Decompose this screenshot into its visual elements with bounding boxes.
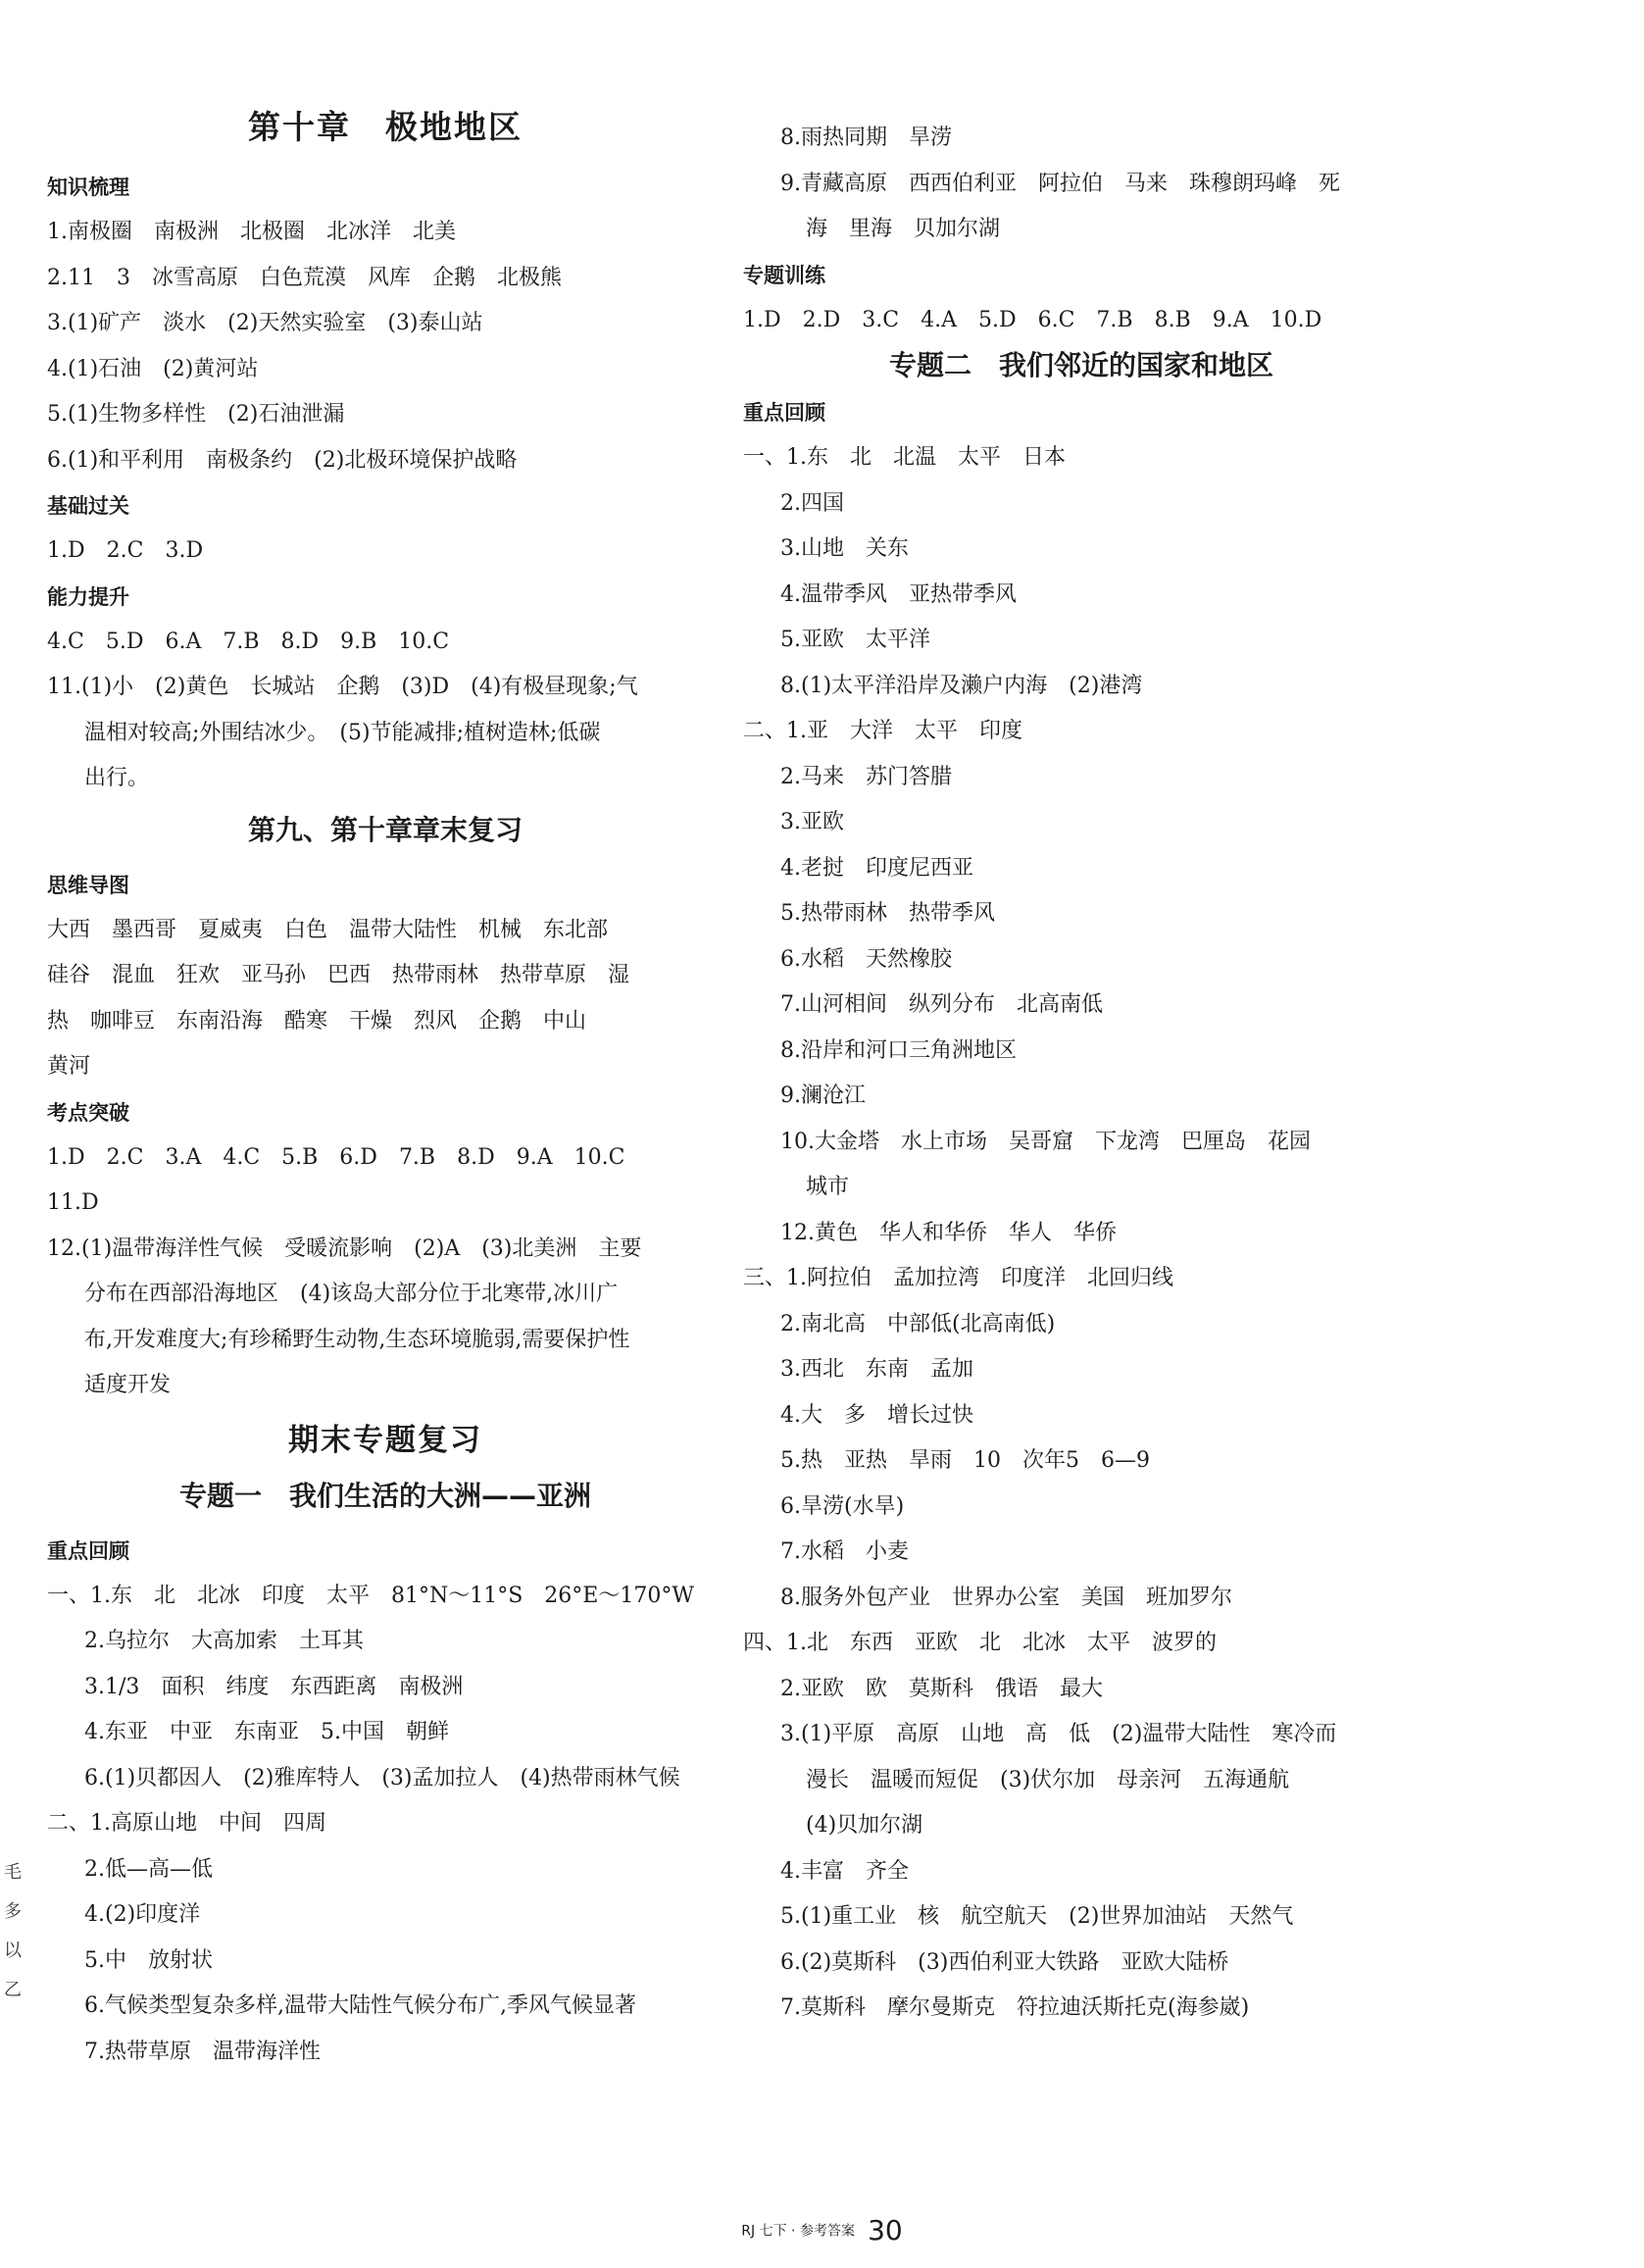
topic2-line: 6.(2)莫斯科 (3)西伯利亚大铁路 亚欧大陆桥 — [780, 1949, 1229, 1975]
topic2-line: (4)贝加尔湖 — [806, 1813, 923, 1838]
topic2-line: 9.澜沧江 — [780, 1084, 866, 1108]
topic1-title: 专题一 我们生活的大洲——亚洲 — [178, 1479, 591, 1512]
topic2-line: 4.大 多 增长过快 — [780, 1402, 973, 1428]
key-line: 4.(2)印度洋 — [84, 1902, 201, 1927]
topic2-line: 3.亚欧 — [780, 810, 844, 834]
page-number: 30 — [868, 2214, 903, 2246]
ability-heading: 能力提升 — [47, 584, 129, 609]
exam-line: 布,开发难度大;有珍稀野生动物,生态环境脆弱,需要保护性 — [84, 1327, 630, 1352]
key-line: 6.气候类型复杂多样,温带大陆性气候分布广,季风气候显著 — [84, 1993, 636, 2018]
key-line: 7.热带草原 温带海洋性 — [84, 2039, 321, 2064]
topic2-line: 8.(1)太平洋沿岸及濑户内海 (2)港湾 — [780, 673, 1143, 698]
margin-mark: 多 — [4, 1901, 22, 1922]
exam-line: 11.D — [47, 1190, 99, 1215]
topic2-line: 2.南北高 中部低(北高南低) — [780, 1311, 1056, 1336]
topic2-line: 4.老挝 印度尼西亚 — [780, 855, 973, 881]
footer-label: RJ 七下 · 参考答案 — [741, 2223, 855, 2240]
topic2-line: 一、1.东 北 北温 太平 日本 — [743, 445, 1066, 470]
final-title: 期末专题复习 — [288, 1422, 482, 1458]
key-line: 二、1.高原山地 中间 四周 — [47, 1811, 326, 1836]
exam-line: 分布在西部沿海地区 (4)该岛大部分位于北寒带,冰川广 — [84, 1282, 619, 1306]
topic2-line: 6.水稻 天然橡胶 — [780, 946, 952, 972]
exam-line: 12.(1)温带海洋性气候 受暖流影响 (2)A (3)北美洲 主要 — [47, 1235, 642, 1261]
topic2-line: 5.热带雨林 热带季风 — [780, 901, 995, 926]
margin-mark: 乙 — [4, 1980, 22, 2000]
margin-mark: 毛 — [4, 1862, 22, 1883]
topic2-line: 2.马来 苏门答腊 — [780, 764, 952, 789]
topic2-line: 5.(1)重工业 核 航空航天 (2)世界加油站 天然气 — [780, 1904, 1294, 1929]
topic2-line: 2.四国 — [780, 490, 844, 516]
knowledge-heading: 知识梳理 — [47, 176, 129, 199]
training-heading: 专题训练 — [743, 263, 825, 287]
key-line: 4.东亚 中亚 东南亚 5.中国 朝鲜 — [84, 1720, 449, 1744]
page-footer — [0, 2214, 1644, 2246]
margin-mark: 以 — [4, 1940, 22, 1961]
topic2-line: 3.(1)平原 高原 山地 高 低 (2)温带大陆性 寒冷而 — [780, 1722, 1337, 1746]
key-line: 一、1.东 北 北冰 印度 太平 81°N～11°S 26°E～170°W — [47, 1583, 694, 1608]
review-title: 第九、第十章章末复习 — [247, 813, 523, 846]
mindmap-heading: 思维导图 — [47, 873, 129, 897]
topic2-title: 专题二 我们邻近的国家和地区 — [888, 349, 1273, 381]
key-line: 2.低—高—低 — [84, 1856, 213, 1882]
topic2-line: 2.亚欧 欧 莫斯科 俄语 最大 — [780, 1676, 1103, 1701]
margin-marks — [4, 1853, 20, 2010]
topic2-line: 6.旱涝(水旱) — [780, 1493, 905, 1519]
exam-line: 1.D 2.C 3.A 4.C 5.B 6.D 7.B 8.D 9.A 10.C — [47, 1144, 625, 1170]
topic2-line: 5.亚欧 太平洋 — [780, 628, 930, 652]
training-line: 1.D 2.D 3.C 4.A 5.D 6.C 7.B 8.B 9.A 10.D — [743, 307, 1322, 332]
basic-heading: 基础过关 — [47, 494, 129, 518]
topic2-line: 3.西北 东南 孟加 — [780, 1357, 973, 1382]
exam-heading: 考点突破 — [47, 1100, 129, 1125]
basic-line: 1.D 2.C 3.D — [47, 538, 204, 563]
topic2-line: 城市 — [806, 1175, 850, 1199]
ability-line: 出行。 — [84, 766, 150, 790]
topic2-line: 12.黄色 华人和华侨 华人 华侨 — [780, 1220, 1117, 1245]
right-column — [743, 116, 1420, 2032]
key-line: 5.中 放射状 — [84, 1947, 213, 1973]
topic2-lines — [743, 435, 1420, 2032]
topic2-line: 4.温带季风 亚热带季风 — [780, 581, 1017, 607]
key-line: 6.(1)贝都因人 (2)雅库特人 (3)孟加拉人 (4)热带雨林气候 — [84, 1765, 680, 1790]
topic1-cont-line: 8.雨热同期 旱涝 — [780, 126, 952, 150]
key-heading: 重点回顾 — [47, 1538, 129, 1563]
topic2-line: 5.热 亚热 旱雨 10 次年5 6—9 — [780, 1448, 1150, 1473]
topic2-line: 漫长 温暖而短促 (3)伏尔加 母亲河 五海通航 — [806, 1767, 1290, 1792]
topic2-line: 8.沿岸和河口三角洲地区 — [780, 1037, 1017, 1063]
topic2-line: 10.大金塔 水上市场 吴哥窟 下龙湾 巴厘岛 花园 — [780, 1129, 1311, 1154]
knowledge-line: 1.南极圈 南极洲 北极圈 北冰洋 北美 — [47, 220, 456, 244]
topic1-cont-line: 海 里海 贝加尔湖 — [806, 217, 1001, 241]
mindmap-line: 热 咖啡豆 东南沿海 酷寒 干燥 烈风 企鹅 中山 — [47, 1008, 587, 1033]
topic1-cont-line: 9.青藏高原 西西伯利亚 阿拉伯 马来 珠穆朗玛峰 死 — [780, 171, 1340, 196]
left-column — [47, 108, 723, 2075]
ability-line: 11.(1)小 (2)黄色 长城站 企鹅 (3)D (4)有极昼现象;气 — [47, 675, 638, 699]
exam-line: 适度开发 — [84, 1373, 172, 1397]
knowledge-line: 2.11 3 冰雪高原 白色荒漠 风库 企鹅 北极熊 — [47, 265, 562, 290]
key-line: 3.1/3 面积 纬度 东西距离 南极洲 — [84, 1674, 464, 1699]
topic2-line: 四、1.北 东西 亚欧 北 北冰 太平 波罗的 — [743, 1631, 1217, 1655]
ability-line: 温相对较高;外围结冰少。 (5)节能减排;植树造林;低碳 — [84, 720, 601, 745]
topic2-line: 7.水稻 小麦 — [780, 1539, 909, 1564]
topic2-line: 4.丰富 齐全 — [780, 1858, 909, 1884]
knowledge-line: 4.(1)石油 (2)黄河站 — [47, 356, 259, 381]
mindmap-line: 黄河 — [47, 1054, 91, 1079]
topic2-key-heading: 重点回顾 — [743, 401, 825, 425]
ability-line: 4.C 5.D 6.A 7.B 8.D 9.B 10.C — [47, 629, 450, 654]
chapter10-title: 第十章 极地地区 — [248, 108, 523, 146]
topic2-line: 二、1.亚 大洋 太平 印度 — [743, 719, 1022, 743]
topic2-line: 3.山地 关东 — [780, 536, 909, 561]
topic2-line: 8.服务外包产业 世界办公室 美国 班加罗尔 — [780, 1585, 1232, 1610]
topic2-line: 7.莫斯科 摩尔曼斯克 符拉迪沃斯托克(海参崴) — [780, 1995, 1250, 2020]
key-line: 2.乌拉尔 大高加索 土耳其 — [84, 1629, 364, 1653]
mindmap-line: 硅谷 混血 狂欢 亚马孙 巴西 热带雨林 热带草原 湿 — [47, 963, 630, 987]
mindmap-line: 大西 墨西哥 夏威夷 白色 温带大陆性 机械 东北部 — [47, 917, 609, 942]
topic2-line: 7.山河相间 纵列分布 北高南低 — [780, 992, 1103, 1017]
knowledge-line: 5.(1)生物多样性 (2)石油泄漏 — [47, 402, 345, 427]
topic2-line: 三、1.阿拉伯 孟加拉湾 印度洋 北回归线 — [743, 1266, 1173, 1290]
knowledge-line: 6.(1)和平利用 南极条约 (2)北极环境保护战略 — [47, 447, 518, 473]
knowledge-line: 3.(1)矿产 淡水 (2)天然实验室 (3)泰山站 — [47, 311, 483, 335]
